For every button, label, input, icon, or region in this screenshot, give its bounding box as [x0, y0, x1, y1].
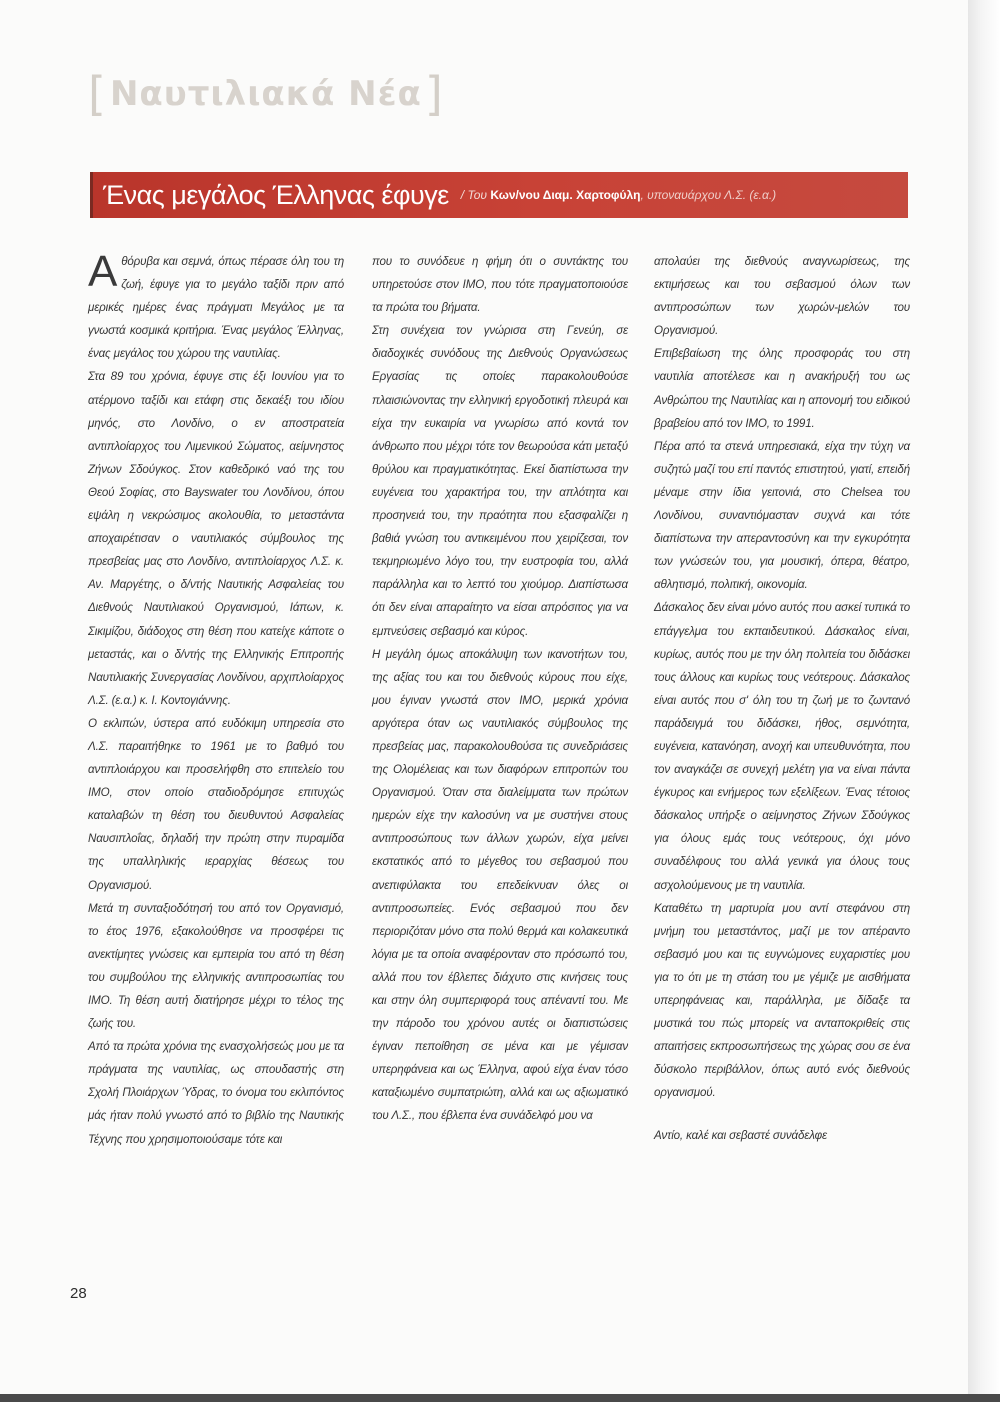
article-title-bar: [90, 172, 908, 218]
paragraph: απολαύει της διεθνούς αναγνωρίσεως, της εκτιμήσεως και του σεβασμού όλων των αντιπροσώπων των χωρών-μελών του Οργανισμού.: [654, 255, 910, 338]
text-column-1: [88, 247, 344, 1151]
section-title: Ναυτιλιακά Νέα: [109, 74, 422, 114]
paragraph: Στη συνέχεια τον γνώρισα στη Γενεύη, σε διαδοχικές συνόδους της Διεθνούς Οργανώσεως Εργασίας τις οποίες παρακολουθούσε πλαισιώνοντας την ελληνική εργοδοτική πλευρά και είχα την ευκαιρία να γνωρίσω από κοντά τον άνθρωπο που μέχρι τότε τον θεωρούσα κάτι μεταξύ θρύλου και πραγματικότητας. Εκεί διαπίστωσα την ευγένεια του χαρακτήρα του, την απλότητα και προσηνειά του, την πραότητα που εξασφαλίζει η βαθιά γνώση του αντικειμένου που χειρίζεσαι, τον τεκμηριωμένο λόγο του, την ευστροφία του, αλλά παράλληλα και το λεπτό του χιούμορ. Διαπίστωσα ότι δεν είναι απαραίτητο να είσαι απρόσιτος για να εμπνεύσεις σεβασμό και κύρος.: [372, 324, 628, 638]
page-edge-shadow: [968, 0, 1000, 1414]
paragraph: Πέρα από τα στενά υπηρεσιακά, είχα την τύχη να συζητώ μαζί του επί παντός επιστητού, γιατί, επειδή μέναμε στην ίδια γειτονιά, στο Chelsea του Λονδίνου, συναντιόμασταν συχνά και τότε διαπίστωνα την απεραντοσύνη και την εγκυρότητα των γνώσεών του, για μουσική, όπερα, θέατρο, αθλητισμό, πολιτική, οικονομία.: [654, 439, 910, 592]
paragraph: που το συνόδευε η φήμη ότι ο συντάκτης του υπηρετούσε στον IMO, που τότε πραγματοποιούσε τα πρώτα του βήματα.: [372, 255, 628, 315]
byline-prefix: / Του: [460, 188, 487, 202]
text-column-3: [654, 250, 910, 1148]
section-heading: [88, 66, 444, 122]
paragraph: Επιβεβαίωση της όλης προσφοράς του στη ναυτιλία αποτέλεσε και η ανακήρυξή του ως Ανθρώπου της Ναυτιλίας και η απονομή του ειδικού βραβείου από τον IMO, το 1991.: [654, 347, 910, 430]
drop-cap: Α: [88, 247, 118, 296]
article-byline: [461, 188, 776, 202]
byline-author: Κων/νου Διαμ. Χαρτοφύλη: [490, 188, 641, 202]
section-bracket-open: [: [88, 67, 107, 121]
bottom-rule: [0, 1394, 1000, 1402]
section-bracket-close: ]: [424, 67, 444, 121]
paragraph: Ο εκλιπών, ύστερα από ευδόκιμη υπηρεσία στο Λ.Σ. παραιτήθηκε το 1961 με το βαθμό του αντιπλοιάρχου και προσελήφθη στο επιτελείο του IMO, στον οποίο σταδιοδρόμησε επιτυχώς καταλαβών τη θέση του διευθυντού Ασφαλείας Ναυσιπλοΐας, δηλαδή την πρώτη στην πυραμίδα της υπαλληλικής ιεραρχίας θέσεως του Οργανισμού.: [88, 716, 344, 892]
paragraph: Δάσκαλος δεν είναι μόνο αυτός που ασκεί τυπικά το επάγγελμα του εκπαιδευτικού. Δάσκαλος είναι, κυρίως, αυτός που με την όλη πολιτεία του διδάσκει τους άλλους και κυρίως τους νεότερους. Δάσκαλος είναι αυτός που σ' όλη του τη ζωή με το ζωντανό παράδειγμά του διδάσκει, ήθος, σεμνότητα, ευγένεια, κατανόηση, ανοχή και υπευθυνότητα, που τον αναγκάζει σε συνεχή μελέτη για να είναι πάντα έγκυρος και ενήμερος των εξελίξεων. Ένας τέτοιος δάσκαλος υπήρξε ο αείμνηστος Ζήνων Σδούγκος για όλους εμάς τους νεότερους, όχι μόνο συναδέλφους του αλλά γενικά για όλους τους ασχολούμενους με τη ναυτιλία.: [654, 601, 910, 892]
paragraph: Από τα πρώτα χρόνια της ενασχολήσεώς μου με τα πράγματα της ναυτιλίας, ως σπουδαστής στη Σχολή Πλοιάρχων Ύδρας, το όνομα του εκλιπόντος μάς ήταν πολύ γνωστό από το βιβλίο της Ναυτικής Τέχνης που χρησιμοποιούσαμε τότε και: [88, 1040, 344, 1146]
paragraph: [88, 247, 344, 365]
closing-line: Αντίο, καλέ και σεβαστέ συνάδελφε: [654, 1129, 827, 1143]
paragraph: Η μεγάλη όμως αποκάλυψη των ικανοτήτων του, της αξίας του και του διεθνούς κύρους που είχε, μου έγιναν γνωστά στον IMO, μερικά χρόνια αργότερα όταν ως ναυτιλιακός σύμβουλος της πρεσβείας μας, παρακολουθούσα τις συνεδριάσεις της Ολομέλειας και των διαφόρων επιτροπών του Οργανισμού. Όταν στα διαλείμματα των πρώτων ημερών είχε την καλοσύνη να με συστήνει στους αντιπροσώπους των άλλων χωρών, είχα μείνει εκστατικός από το μέγεθος του σεβασμού που ανεπιφύλακτα του επεδείκνυαν όλες οι αντιπροσωπείες. Ενός σεβασμού που δεν περιοριζόταν μόνο στα πολύ θερμά και κολακευτικά λόγια με τα οποία αναφέρονταν στο πρόσωπό του, αλλά που τον έβλεπες διάχυτο στις κινήσεις τους και στην όλη συμπεριφορά τους απέναντί του. Με την πάροδο του χρόνου αυτές οι διαπιστώσεις έγιναν πεποίθηση σε μένα και με γέμισαν υπερηφάνεια και ως Έλληνα, αφού είχα έναν τόσο καταξιωμένο συμπατριώτη, αλλά και ως αξιωματικό του Λ.Σ., που έβλεπα ένα συνάδελφό μου να: [372, 647, 628, 1123]
paragraph: Μετά τη συνταξιοδότησή του από τον Οργανισμό, το έτος 1976, εξακολούθησε να προσφέρει τις ανεκτίμητες γνώσεις και εμπειρία του από τη θέση του συμβούλου της ελληνικής αντιπροσωπίας του IMO. Τη θέση αυτή διατήρησε μέχρι το τέλος της ζωής του.: [88, 901, 344, 1031]
page-number: 28: [70, 1285, 87, 1302]
byline-rank: , υποναυάρχου Λ.Σ. (ε.α.): [640, 188, 777, 202]
paragraph: Στα 89 του χρόνια, έφυγε στις έξι Ιουνίου για το ατέρμονο ταξίδι και ετάφη στις δεκαέξι του ιδίου μηνός, στο Λονδίνο, ο εν αποστρατεία αντιπλοίαρχος του Λιμενικού Σώματος, αείμνηστος Ζήνων Σδούγκος. Στον καθεδρικό ναό της του Θεού Σοφίας, στο Bayswater του Λονδίνου, όπου εψάλη η νεκρώσιμος ακολουθία, το μεταστάντα αποχαιρέτισαν ο ναυτιλιακός σύμβουλος της πρεσβείας μας στο Λονδίνο, αντιπλοίαρχος Λ.Σ. κ. Αν. Μαργέτης, ο δ/ντής Ναυτικής Ασφαλείας του Διεθνούς Ναυτιλιακού Οργανισμού, Ιάπων, κ. Σικιμίζου, διάδοχος στη θέση που κατείχε κάποτε ο μεταστάς, και ο δ/ντής της Ελληνικής Επιτροπής Ναυτιλιακής Συνεργασίας Λονδίνου, αρχιπλοίαρχος Λ.Σ. (ε.α.) κ. Ι. Κοντογιάννης.: [88, 370, 344, 707]
text-column-2: [372, 250, 628, 1128]
paragraph: Καταθέτω τη μαρτυρία μου αντί στεφάνου στη μνήμη του μεταστάντος, μαζί με τον απέραντο σεβασμό μου και τις ευγνώμονες ευχαριστίες μου για το ότι με τη στάση του με γέμιζε με αισθήματα υπερηφάνειας και, παράλληλα, με δίδαξε τα μυστικά του πώς μπορείς να ανταποκριθείς στις απαιτήσεις εκπροσωπήσεως της χώρας σου σε ένα δύσκολο περιβάλλον, όπως αυτό ενός διεθνούς οργανισμού.: [654, 901, 910, 1100]
bottom-margin: [0, 1402, 1000, 1414]
article-title: Ένας μεγάλος Έλληνας έφυγε: [103, 179, 449, 210]
paragraph-text: θόρυβα και σεμνά, όπως πέρασε όλη του τη ζωή, έφυγε για το μεγάλο ταξίδι πριν από μερικές ημέρες ένας πράγματι Μεγάλος με τα γνωστά κοσμικά κριτήρια. Ένας μεγάλος Έλληνας, ένας μεγάλος του χώρου της ναυτιλίας.: [88, 255, 344, 361]
